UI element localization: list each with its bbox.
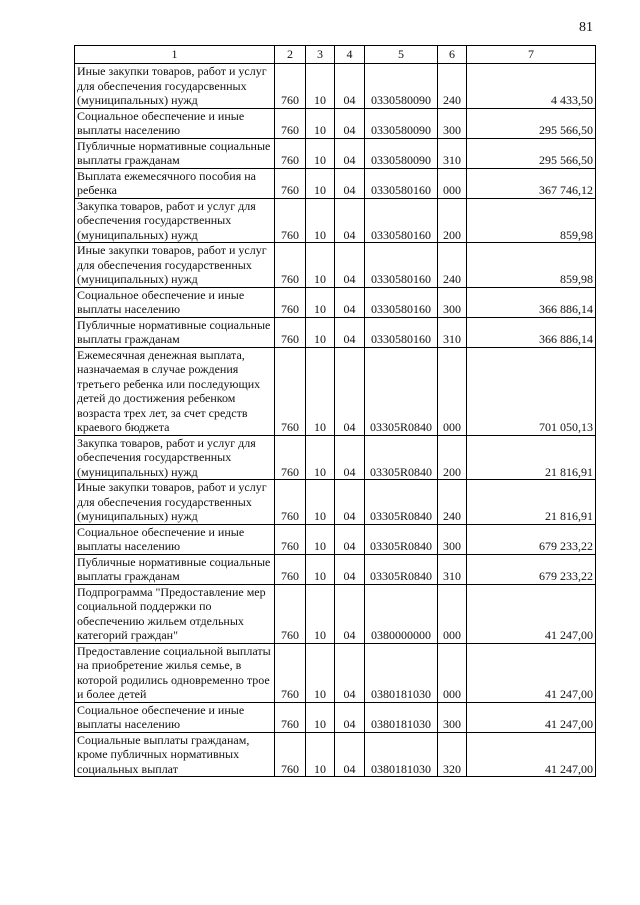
row-pr-cell: 04 (335, 138, 365, 168)
row-csr-cell: 0380181030 (365, 732, 438, 777)
row-amount-cell: 701 050,13 (467, 347, 596, 435)
row-csr-cell: 03305R0840 (365, 347, 438, 435)
row-amount-cell: 679 233,22 (467, 524, 596, 554)
column-header: 5 (365, 46, 438, 64)
row-name-cell: Иные закупки товаров, работ и услуг для обеспечения государсвенных (муниципальных) нужд (75, 64, 275, 109)
row-ved-cell: 760 (275, 138, 306, 168)
row-csr-cell: 0330580160 (365, 243, 438, 288)
row-name-cell: Ежемесячная денежная выплата, назначаемая в случае рождения третьего ребенка или последующих детей до достижения ребенком возраста трех лет, за счет средств краевого бюджета (75, 347, 275, 435)
column-header: 4 (335, 46, 365, 64)
row-name-cell: Публичные нормативные социальные выплаты гражданам (75, 554, 275, 584)
row-amount-cell: 21 816,91 (467, 435, 596, 480)
row-csr-cell: 03305R0840 (365, 435, 438, 480)
row-pr-cell: 04 (335, 702, 365, 732)
column-header: 3 (306, 46, 335, 64)
row-amount-cell: 41 247,00 (467, 732, 596, 777)
row-pr-cell: 04 (335, 347, 365, 435)
row-rz-cell: 10 (306, 287, 335, 317)
row-rz-cell: 10 (306, 198, 335, 243)
table-row (75, 317, 596, 347)
row-csr-cell: 03305R0840 (365, 480, 438, 525)
row-amount-cell: 859,98 (467, 198, 596, 243)
page-number: 81 (579, 20, 593, 35)
row-rz-cell: 10 (306, 138, 335, 168)
row-amount-cell: 295 566,50 (467, 138, 596, 168)
row-rz-cell: 10 (306, 554, 335, 584)
row-rz-cell: 10 (306, 524, 335, 554)
row-amount-cell: 41 247,00 (467, 584, 596, 643)
table-row (75, 732, 596, 777)
row-vr-cell: 310 (438, 554, 467, 584)
table-row (75, 243, 596, 288)
row-rz-cell: 10 (306, 64, 335, 109)
row-pr-cell: 04 (335, 435, 365, 480)
row-vr-cell: 240 (438, 243, 467, 288)
row-vr-cell: 300 (438, 702, 467, 732)
column-header: 2 (275, 46, 306, 64)
row-ved-cell: 760 (275, 243, 306, 288)
row-vr-cell: 320 (438, 732, 467, 777)
row-pr-cell: 04 (335, 108, 365, 138)
row-amount-cell: 366 886,14 (467, 317, 596, 347)
row-ved-cell: 760 (275, 554, 306, 584)
row-rz-cell: 10 (306, 347, 335, 435)
row-name-cell: Предоставление социальной выплаты на приобретение жилья семье, в которой родились одновременно трое и более детей (75, 643, 275, 702)
row-ved-cell: 760 (275, 643, 306, 702)
row-ved-cell: 760 (275, 702, 306, 732)
row-csr-cell: 0330580160 (365, 317, 438, 347)
row-csr-cell: 0380181030 (365, 643, 438, 702)
row-rz-cell: 10 (306, 243, 335, 288)
table-row (75, 702, 596, 732)
row-csr-cell: 0330580090 (365, 64, 438, 109)
row-csr-cell: 0380181030 (365, 702, 438, 732)
row-amount-cell: 21 816,91 (467, 480, 596, 525)
row-rz-cell: 10 (306, 168, 335, 198)
row-pr-cell: 04 (335, 480, 365, 525)
row-csr-cell: 0330580160 (365, 168, 438, 198)
table-row (75, 138, 596, 168)
row-pr-cell: 04 (335, 643, 365, 702)
row-amount-cell: 859,98 (467, 243, 596, 288)
row-pr-cell: 04 (335, 317, 365, 347)
row-csr-cell: 0330580160 (365, 287, 438, 317)
table-row (75, 64, 596, 109)
table-row (75, 524, 596, 554)
row-rz-cell: 10 (306, 108, 335, 138)
row-amount-cell: 367 746,12 (467, 168, 596, 198)
row-name-cell: Подпрограмма "Предоставление мер социальной поддержки по обеспечению жильем отдельных категорий граждан" (75, 584, 275, 643)
row-amount-cell: 679 233,22 (467, 554, 596, 584)
row-rz-cell: 10 (306, 643, 335, 702)
row-ved-cell: 760 (275, 168, 306, 198)
row-name-cell: Иные закупки товаров, работ и услуг для обеспечения государственных (муниципальных) нужд (75, 243, 275, 288)
row-vr-cell: 200 (438, 435, 467, 480)
row-csr-cell: 0330580160 (365, 198, 438, 243)
row-ved-cell: 760 (275, 524, 306, 554)
row-name-cell: Закупка товаров, работ и услуг для обеспечения государственных (муниципальных) нужд (75, 198, 275, 243)
table-row (75, 435, 596, 480)
table-row (75, 554, 596, 584)
row-ved-cell: 760 (275, 198, 306, 243)
row-name-cell: Публичные нормативные социальные выплаты гражданам (75, 138, 275, 168)
column-header: 6 (438, 46, 467, 64)
row-amount-cell: 41 247,00 (467, 643, 596, 702)
row-csr-cell: 0330580090 (365, 108, 438, 138)
table-row (75, 643, 596, 702)
row-ved-cell: 760 (275, 317, 306, 347)
row-pr-cell: 04 (335, 287, 365, 317)
row-vr-cell: 200 (438, 198, 467, 243)
row-vr-cell: 300 (438, 108, 467, 138)
row-csr-cell: 03305R0840 (365, 554, 438, 584)
table-row (75, 287, 596, 317)
row-ved-cell: 760 (275, 108, 306, 138)
row-pr-cell: 04 (335, 732, 365, 777)
table-row (75, 347, 596, 435)
column-header: 1 (75, 46, 275, 64)
row-amount-cell: 4 433,50 (467, 64, 596, 109)
table-row (75, 584, 596, 643)
row-pr-cell: 04 (335, 524, 365, 554)
row-ved-cell: 760 (275, 732, 306, 777)
row-vr-cell: 300 (438, 524, 467, 554)
budget-table (74, 45, 596, 777)
row-vr-cell: 240 (438, 480, 467, 525)
row-pr-cell: 04 (335, 198, 365, 243)
row-amount-cell: 366 886,14 (467, 287, 596, 317)
row-amount-cell: 41 247,00 (467, 702, 596, 732)
row-ved-cell: 760 (275, 64, 306, 109)
row-vr-cell: 310 (438, 138, 467, 168)
header-row (75, 46, 596, 64)
row-name-cell: Социальное обеспечение и иные выплаты населению (75, 287, 275, 317)
row-pr-cell: 04 (335, 584, 365, 643)
row-vr-cell: 000 (438, 584, 467, 643)
table-row (75, 168, 596, 198)
row-name-cell: Иные закупки товаров, работ и услуг для обеспечения государственных (муниципальных) нужд (75, 480, 275, 525)
table-row (75, 108, 596, 138)
row-name-cell: Социальное обеспечение и иные выплаты населению (75, 702, 275, 732)
row-rz-cell: 10 (306, 317, 335, 347)
row-ved-cell: 760 (275, 287, 306, 317)
row-name-cell: Социальные выплаты гражданам, кроме публичных нормативных социальных выплат (75, 732, 275, 777)
row-vr-cell: 240 (438, 64, 467, 109)
row-ved-cell: 760 (275, 435, 306, 480)
row-ved-cell: 760 (275, 480, 306, 525)
row-amount-cell: 295 566,50 (467, 108, 596, 138)
row-vr-cell: 300 (438, 287, 467, 317)
row-ved-cell: 760 (275, 347, 306, 435)
table-row (75, 198, 596, 243)
row-rz-cell: 10 (306, 584, 335, 643)
row-ved-cell: 760 (275, 584, 306, 643)
table-body (75, 64, 596, 777)
row-name-cell: Публичные нормативные социальные выплаты гражданам (75, 317, 275, 347)
row-name-cell: Выплата ежемесячного пособия на ребенка (75, 168, 275, 198)
column-header: 7 (467, 46, 596, 64)
row-vr-cell: 000 (438, 643, 467, 702)
row-rz-cell: 10 (306, 702, 335, 732)
row-pr-cell: 04 (335, 64, 365, 109)
row-pr-cell: 04 (335, 168, 365, 198)
row-csr-cell: 0380000000 (365, 584, 438, 643)
row-vr-cell: 310 (438, 317, 467, 347)
row-pr-cell: 04 (335, 243, 365, 288)
row-rz-cell: 10 (306, 732, 335, 777)
row-pr-cell: 04 (335, 554, 365, 584)
table-row (75, 480, 596, 525)
row-rz-cell: 10 (306, 435, 335, 480)
row-rz-cell: 10 (306, 480, 335, 525)
row-csr-cell: 0330580090 (365, 138, 438, 168)
row-vr-cell: 000 (438, 168, 467, 198)
row-name-cell: Социальное обеспечение и иные выплаты населению (75, 524, 275, 554)
row-vr-cell: 000 (438, 347, 467, 435)
row-name-cell: Закупка товаров, работ и услуг для обеспечения государственных (муниципальных) нужд (75, 435, 275, 480)
row-csr-cell: 03305R0840 (365, 524, 438, 554)
row-name-cell: Социальное обеспечение и иные выплаты населению (75, 108, 275, 138)
